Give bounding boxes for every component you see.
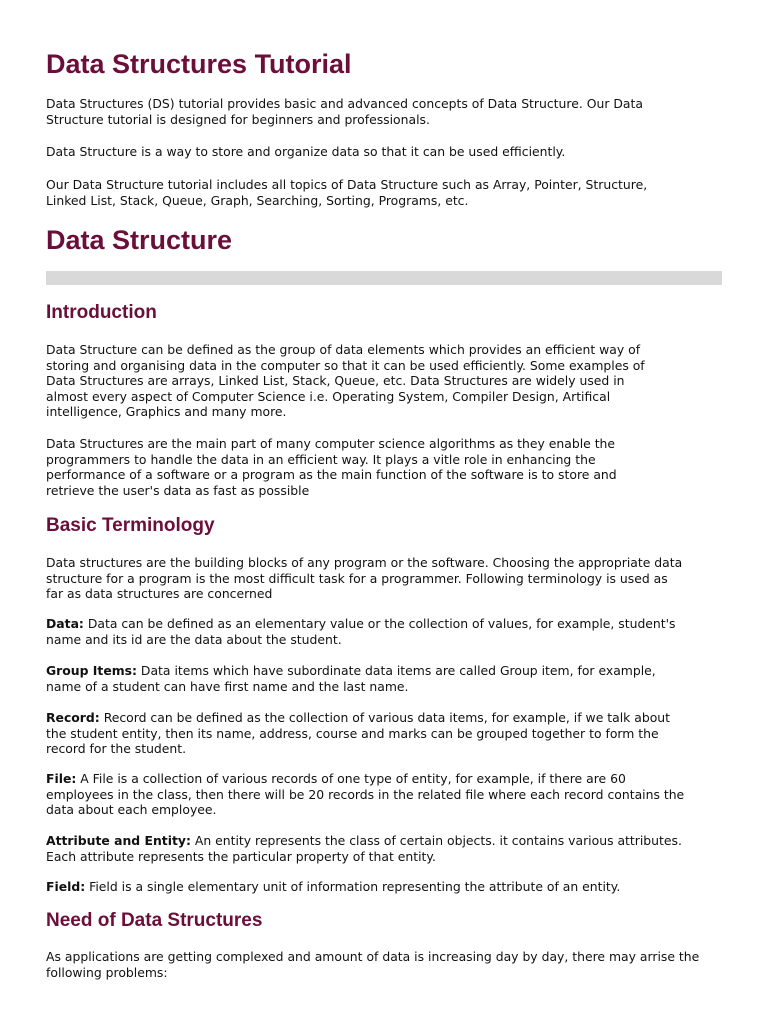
term-group-items xyxy=(46,663,722,694)
term-text: Data can be defined as an elementary value or the collection of values, for example, student's name and its id are the data about the student. xyxy=(46,616,676,647)
intro-paragraph-2: Data Structure is a way to store and organize data so that it can be used efficiently. xyxy=(46,144,566,159)
term-text: A File is a collection of various records of one type of entity, for example, if there are 60 employees in the class, then there will be 20 records in the related file where each record contains the data about each employee. xyxy=(46,771,685,817)
term-data xyxy=(46,616,722,647)
section-divider xyxy=(46,271,722,285)
introduction-paragraph-2: Data Structures are the main part of many computer science algorithms as they enable the programmers to handle the data in an efficient way. It plays a vitle role in enhancing the performance of a software or a program as the main function of the software is to store and retrieve the user's data as fast as possible xyxy=(46,436,617,498)
need-heading: Need of Data Structures xyxy=(46,910,263,931)
section-title: Data Structure xyxy=(46,225,233,255)
page-title: Data Structures Tutorial xyxy=(46,49,352,79)
term-text: Record can be defined as the collection of various data items, for example, if we talk about the student entity, then its name, address, course and marks can be grouped together to form the record for the student. xyxy=(46,710,671,756)
term-label: Field: xyxy=(46,879,86,894)
term-text: An entity represents the class of certain objects. it contains various attributes. Each attribute represents the particular property of that entity. xyxy=(46,833,682,864)
term-text: Field is a single elementary unit of information representing the attribute of an entity. xyxy=(85,879,621,894)
basic-terminology-heading: Basic Terminology xyxy=(46,515,215,536)
need-intro: As applications are getting complexed and amount of data is increasing day by day, there may arrise the following problems: xyxy=(46,949,700,980)
term-label: File: xyxy=(46,771,77,786)
basic-terminology-intro: Data structures are the building blocks of any program or the software. Choosing the appropriate data structure for a program is the most difficult task for a programmer. Following terminology is used as far as data structures are concerned xyxy=(46,555,683,601)
intro-paragraph-1: Data Structures (DS) tutorial provides basic and advanced concepts of Data Structure. Our Data Structure tutorial is designed for beginners and professionals. xyxy=(46,96,643,127)
intro-paragraph-3: Our Data Structure tutorial includes all topics of Data Structure such as Array, Pointer, Structure, Linked List, Stack, Queue, Graph, Searching, Sorting, Programs, etc. xyxy=(46,177,648,208)
term-attribute-entity xyxy=(46,833,722,864)
term-file xyxy=(46,771,722,818)
term-record xyxy=(46,710,722,757)
term-label: Record: xyxy=(46,710,100,725)
term-field xyxy=(46,879,722,895)
term-label: Attribute and Entity: xyxy=(46,833,191,848)
term-label: Group Items: xyxy=(46,663,137,678)
introduction-heading: Introduction xyxy=(46,302,157,323)
introduction-paragraph-1: Data Structure can be defined as the group of data elements which provides an efficient way of storing and organising data in the computer so that it can be used efficiently. Some examples of Data Structures are arrays, Linked List, Stack, Queue, etc. Data Structures are widely used in almost every aspect of Computer Science i.e. Operating System, Compiler Design, Artifical intelligence, Graphics and many more. xyxy=(46,342,645,419)
term-label: Data: xyxy=(46,616,84,631)
term-text: Data items which have subordinate data items are called Group item, for example, name of a student can have first name and the last name. xyxy=(46,663,656,694)
